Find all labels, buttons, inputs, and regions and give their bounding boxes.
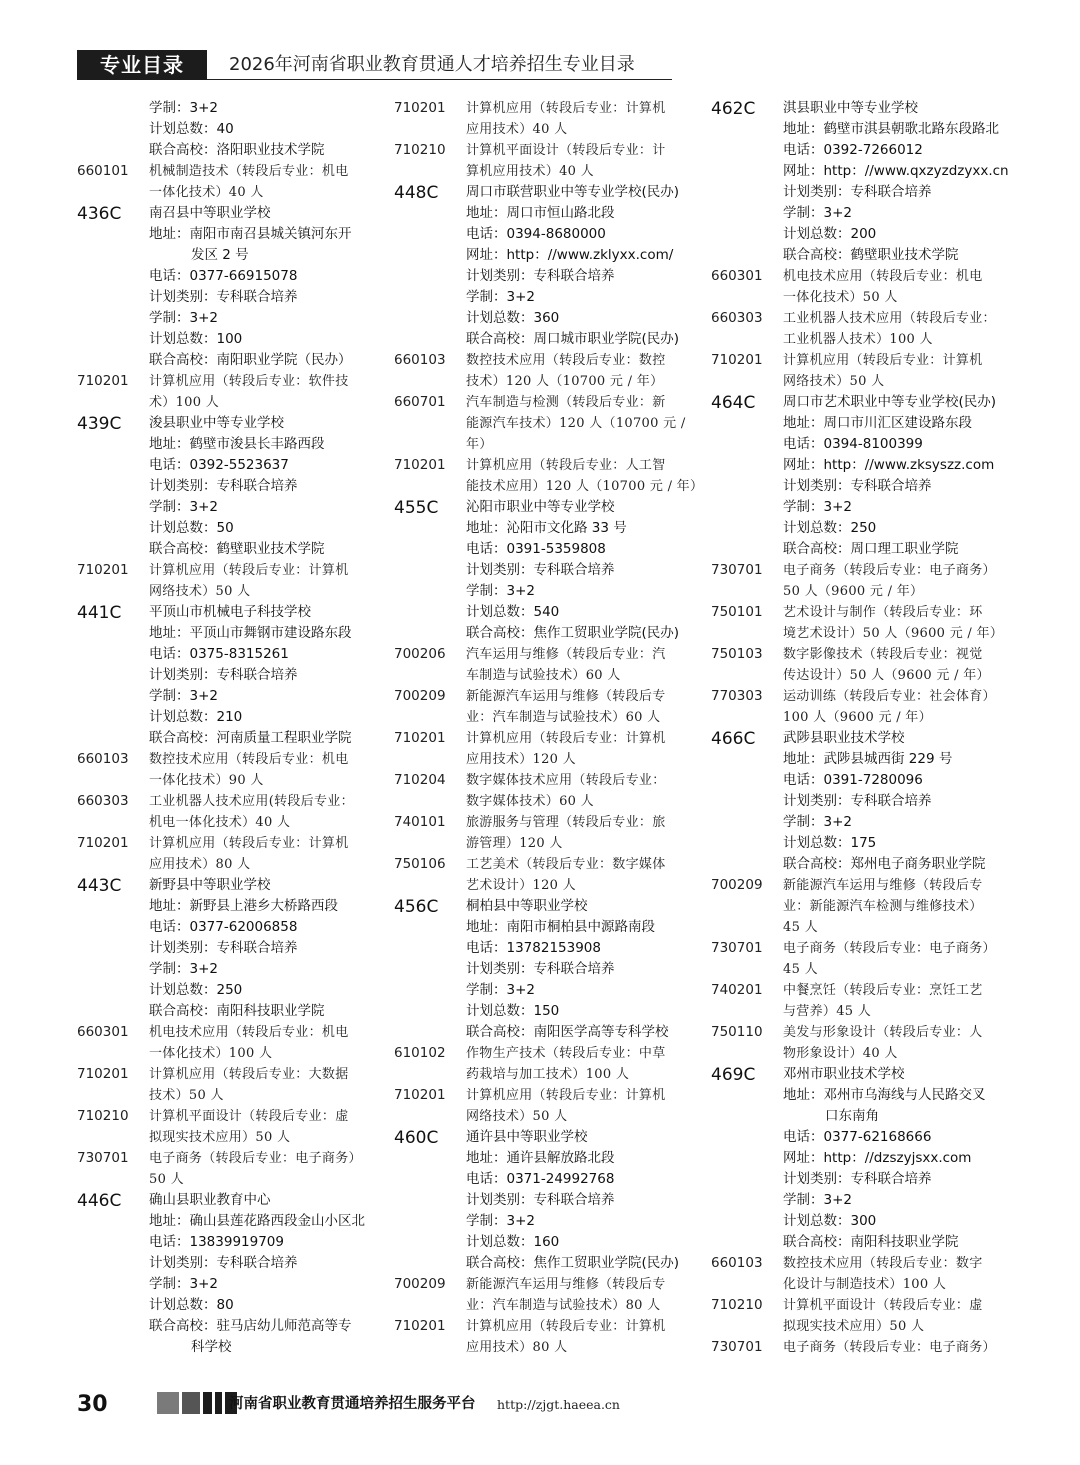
school-detail-line: 联合高校：焦作工贸职业学院(民办) — [466, 625, 680, 641]
major-detail-line: 业：新能源汽车检测与维修技术） — [783, 899, 983, 914]
school-detail-line: 联合高校：鹤壁职业技术学院 — [783, 247, 959, 263]
school-detail-line: 计划总数：300 — [783, 1213, 877, 1229]
major-entry — [711, 266, 1011, 308]
major-detail-line: 电子商务（转段后专业：电子商务） — [149, 1151, 362, 1166]
school-detail-line: 电话：0394-8100399 — [783, 436, 923, 452]
school-detail-line: 计划类别：专科联合培养 — [466, 562, 615, 578]
major-code: 700209 — [711, 877, 763, 893]
major-detail-line: 能源汽车技术）120 人（10700 元 / — [466, 416, 686, 431]
school-detail-line: 学制：3+2 — [783, 814, 852, 830]
school-detail-line: 计划类别：专科联合培养 — [149, 667, 298, 683]
major-detail-line: 机电技术应用（转段后专业：机电 — [149, 1025, 349, 1040]
school-detail-line: 地址：平顶山市舞钢市建设路东段 — [149, 625, 352, 641]
school-name: 周口市艺术职业中等专业学校(民办) — [783, 394, 997, 410]
major-detail-line: 中餐烹饪（转段后专业：烹饪工艺 — [783, 983, 983, 998]
major-detail-line: 与营养）45 人 — [783, 1004, 872, 1019]
school-code: 460C — [394, 1128, 439, 1148]
school-detail-line: 计划类别：专科联合培养 — [149, 940, 298, 956]
school-detail-line: 地址：通许县解放路北段 — [466, 1150, 615, 1166]
school-detail-line: 地址：南阳市桐柏县中源路南段 — [466, 919, 655, 935]
major-detail-line: 新能源汽车运用与维修（转段后专 — [466, 689, 666, 704]
school-detail-line: 联合高校：南阳科技职业学院 — [783, 1234, 959, 1250]
school-detail-line: 电话：0391-5359808 — [466, 541, 606, 557]
major-code: 710204 — [394, 772, 446, 788]
school-entry — [77, 875, 377, 1022]
major-entry — [394, 1316, 694, 1358]
major-code: 730701 — [711, 562, 763, 578]
school-detail-line: 地址：周口市恒山路北段 — [466, 205, 615, 221]
major-entry — [394, 770, 694, 812]
major-entry — [394, 140, 694, 182]
major-entry — [394, 1043, 694, 1085]
school-detail-line: 计划类别：专科联合培养 — [783, 184, 932, 200]
major-detail-line: 工业机器人技术应用（转段后专业： — [783, 311, 996, 326]
school-detail-line: 地址：确山县莲花路西段金山小区北 — [149, 1213, 365, 1229]
major-code: 710201 — [394, 457, 446, 473]
major-code: 660101 — [77, 163, 129, 179]
major-code: 660701 — [394, 394, 446, 410]
school-detail-line: 联合高校：驻马店幼儿师范高等专 — [149, 1318, 352, 1334]
platform-url[interactable]: http://zjgt.haeea.cn — [497, 1397, 620, 1412]
school-detail-line: 电话：0394-8680000 — [466, 226, 606, 242]
school-name: 南召县中等职业学校 — [149, 205, 271, 221]
major-detail-line: 作物生产技术（转段后专业：中草 — [466, 1046, 666, 1061]
major-code: 730701 — [711, 1339, 763, 1355]
major-entry — [77, 791, 377, 833]
major-detail-line: 应用技术）80 人 — [149, 857, 251, 872]
column-2 — [394, 98, 704, 1358]
major-code: 700209 — [394, 688, 446, 704]
school-detail-line: 电话：0392-7266012 — [783, 142, 923, 158]
school-detail-line: 计划总数：40 — [149, 121, 234, 137]
major-detail-line: 50 人 — [149, 1172, 184, 1187]
major-detail-line: 计算机应用（转段后专业：软件技 — [149, 374, 349, 389]
school-detail-line: 计划总数：150 — [466, 1003, 560, 1019]
major-detail-line: 计算机平面设计（转段后专业：虚 — [149, 1109, 349, 1124]
school-name: 邓州市职业技术学校 — [783, 1066, 905, 1082]
major-code: 660301 — [77, 1024, 129, 1040]
major-code: 770303 — [711, 688, 763, 704]
school-detail-line: 网址：http：//dzszyjsxx.com — [783, 1150, 972, 1166]
major-detail-line: 网络技术）50 人 — [149, 584, 251, 599]
school-detail-line: 学制：3+2 — [149, 688, 218, 704]
major-entry — [711, 1022, 1011, 1064]
major-code: 660303 — [711, 310, 763, 326]
major-code: 660103 — [711, 1255, 763, 1271]
school-detail-line: 计划类别：专科联合培养 — [149, 1255, 298, 1271]
school-detail-line: 计划总数：175 — [783, 835, 877, 851]
school-code: 436C — [77, 204, 122, 224]
major-detail-line: 应用技术）80 人 — [466, 1340, 568, 1355]
major-detail-line: 一体化技术）100 人 — [149, 1046, 273, 1061]
school-detail-line: 电话：0377-62168666 — [783, 1129, 932, 1145]
school-detail-line: 学制：3+2 — [783, 205, 852, 221]
school-entry — [77, 203, 377, 371]
major-entry — [394, 1274, 694, 1316]
major-code: 740201 — [711, 982, 763, 998]
school-code: 469C — [711, 1065, 756, 1085]
major-entry — [77, 1064, 377, 1106]
major-detail-line: 算机应用技术）40 人 — [466, 164, 594, 179]
school-detail-line: 计划类别：专科联合培养 — [466, 1192, 615, 1208]
major-detail-line: 电子商务（转段后专业：电子商务） — [783, 941, 996, 956]
school-detail-line: 学制：3+2 — [149, 310, 218, 326]
column-3 — [711, 98, 1011, 1358]
major-entry — [394, 812, 694, 854]
school-detail-line: 学制：3+2 — [149, 499, 218, 515]
major-detail-line: 数控技术应用（转段后专业：数字 — [783, 1256, 983, 1271]
major-code: 700206 — [394, 646, 446, 662]
school-detail-line: 计划类别：专科联合培养 — [149, 289, 298, 305]
major-detail-line: 一体化技术）90 人 — [149, 773, 264, 788]
school-detail-line: 联合高校：鹤壁职业技术学院 — [149, 541, 325, 557]
school-detail-line: 计划总数：360 — [466, 310, 560, 326]
major-code: 710201 — [77, 373, 129, 389]
column-1 — [77, 98, 377, 1358]
school-entry — [77, 413, 377, 560]
school-entry — [77, 602, 377, 749]
major-code: 700209 — [394, 1276, 446, 1292]
major-detail-line: 工业机器人技术应用(转段后专业： — [149, 794, 354, 809]
major-detail-line: 传达设计）50 人（9600 元 / 年） — [783, 668, 990, 683]
school-name: 浚县职业中等专业学校 — [149, 415, 284, 431]
school-detail-line: 联合高校：南阳医学高等专科学校 — [466, 1024, 669, 1040]
school-entry — [711, 98, 1011, 266]
school-detail-line: 计划类别：专科联合培养 — [783, 478, 932, 494]
major-code: 660103 — [394, 352, 446, 368]
major-detail-line: 工业机器人技术）100 人 — [783, 332, 933, 347]
major-code: 750110 — [711, 1024, 763, 1040]
major-entry — [394, 98, 694, 140]
major-entry — [394, 1085, 694, 1127]
major-entry — [711, 560, 1011, 602]
major-entry — [77, 371, 377, 413]
header-rule — [207, 79, 672, 80]
major-entry — [394, 350, 694, 392]
school-code: 443C — [77, 876, 122, 896]
school-entry — [394, 497, 694, 644]
major-detail-line: 艺术设计）120 人 — [466, 878, 576, 893]
major-entry — [394, 455, 704, 497]
school-detail-line: 联合高校：南阳职业学院（民办） — [149, 352, 352, 368]
school-detail-line: 电话：0375-8315261 — [149, 646, 289, 662]
major-detail-line: 数字影像技术（转段后专业：视觉 — [783, 647, 983, 662]
major-entry — [394, 392, 694, 455]
major-entry — [77, 161, 377, 203]
major-detail-line: 药栽培与加工技术）100 人 — [466, 1067, 630, 1082]
school-code: 439C — [77, 414, 122, 434]
major-code: 750101 — [711, 604, 763, 620]
section-badge: 专业目录 — [77, 50, 207, 80]
school-detail-line: 地址：邓州市乌海线与人民路交叉 — [783, 1087, 986, 1103]
major-entry — [77, 1022, 377, 1064]
major-code: 710201 — [77, 1066, 129, 1082]
school-detail-line: 电话：0371-24992768 — [466, 1171, 615, 1187]
school-name: 武陟县职业技术学校 — [783, 730, 905, 746]
school-detail-line: 计划总数：250 — [783, 520, 877, 536]
school-entry — [394, 1127, 694, 1274]
major-entry — [711, 1253, 1011, 1295]
school-detail-line: 学制：3+2 — [466, 289, 535, 305]
school-name: 通许县中等职业学校 — [466, 1129, 588, 1145]
major-detail-line: 业：汽车制造与试验技术）60 人 — [466, 710, 661, 725]
school-detail-line: 学制：3+2 — [466, 583, 535, 599]
school-detail-line: 电话：13782153908 — [466, 940, 601, 956]
major-entry — [394, 686, 694, 728]
major-entry — [711, 644, 1011, 686]
major-entry — [711, 1295, 1011, 1337]
school-code: 464C — [711, 393, 756, 413]
major-detail-line: 技术）50 人 — [149, 1088, 224, 1103]
school-detail-line: 地址：南阳市南召县城关镇河东开 — [149, 226, 352, 242]
school-code: 466C — [711, 729, 756, 749]
major-code: 710210 — [711, 1297, 763, 1313]
major-detail-line: 计算机应用（转段后专业：计算机 — [466, 731, 666, 746]
school-detail-line: 计划总数：160 — [466, 1234, 560, 1250]
major-detail-line: 计算机应用（转段后专业：计算机 — [466, 101, 666, 116]
major-entry — [711, 602, 1011, 644]
major-code: 750106 — [394, 856, 446, 872]
school-name: 淇县职业中等专业学校 — [783, 100, 918, 116]
major-entry — [394, 644, 694, 686]
major-code: 660303 — [77, 793, 129, 809]
school-detail-line: 学制：3+2 — [783, 1192, 852, 1208]
school-code: 456C — [394, 897, 439, 917]
school-name: 周口市联营职业中等专业学校(民办) — [466, 184, 680, 200]
major-detail-line: 计算机平面设计（转段后专业：计 — [466, 143, 666, 158]
school-name: 沁阳市职业中等专业学校 — [466, 499, 615, 515]
school-detail-line: 电话：0377-62006858 — [149, 919, 298, 935]
major-detail-line: 美发与形象设计（转段后专业：人 — [783, 1025, 983, 1040]
school-detail-line: 地址：新野县上港乡大桥路西段 — [149, 898, 338, 914]
major-detail-line: 45 人 — [783, 962, 818, 977]
footer-bars-decoration — [157, 1392, 240, 1414]
major-entry — [77, 1106, 377, 1148]
page-header — [77, 47, 672, 81]
major-detail-line: 运动训练（转段后专业：社会体育） — [783, 689, 996, 704]
major-entry — [394, 854, 694, 896]
school-detail-line: 学制：3+2 — [149, 1276, 218, 1292]
major-detail-line: 机电技术应用（转段后专业：机电 — [783, 269, 983, 284]
major-detail-line: 一体化技术）40 人 — [149, 185, 264, 200]
school-detail-line: 地址：周口市川汇区建设路东段 — [783, 415, 972, 431]
major-detail-line: 计算机应用（转段后专业：计算机 — [466, 1319, 666, 1334]
school-name: 桐柏县中等职业学校 — [466, 898, 588, 914]
major-detail-line: 艺术设计与制作（转段后专业：环 — [783, 605, 983, 620]
major-detail-line: 数控技术应用（转段后专业：数控 — [466, 353, 666, 368]
major-code: 710210 — [77, 1108, 129, 1124]
school-detail-line: 计划类别：专科联合培养 — [783, 793, 932, 809]
school-detail-line: 计划总数：50 — [149, 520, 234, 536]
major-code: 710201 — [77, 835, 129, 851]
major-detail-line: 计算机应用（转段后专业：人工智 — [466, 458, 666, 473]
school-code: 455C — [394, 498, 439, 518]
major-detail-line: 数字媒体技术）60 人 — [466, 794, 594, 809]
school-detail-line: 网址：http：//www.zksyszz.com — [783, 457, 995, 473]
major-detail-line: 45 人 — [783, 920, 818, 935]
major-detail-line: 机电一体化技术）40 人 — [149, 815, 291, 830]
major-detail-line: 计算机应用（转段后专业：计算机 — [783, 353, 983, 368]
school-detail-line: 学制：3+2 — [783, 499, 852, 515]
school-detail-line: 计划总数：80 — [149, 1297, 234, 1313]
major-detail-line: 应用技术）40 人 — [466, 122, 568, 137]
school-detail-line: 口东南角 — [825, 1108, 879, 1124]
school-name: 确山县职业教育中心 — [149, 1192, 271, 1208]
major-detail-line: 应用技术）120 人 — [466, 752, 576, 767]
major-entry — [711, 350, 1011, 392]
school-detail-line: 计划总数：250 — [149, 982, 243, 998]
major-entry — [711, 875, 1011, 938]
school-detail-line: 电话：0391-7280096 — [783, 772, 923, 788]
major-detail-line: 新能源汽车运用与维修（转段后专 — [783, 878, 983, 893]
school-name: 学制：3+2 — [149, 100, 218, 116]
major-code: 660103 — [77, 751, 129, 767]
major-code: 710201 — [394, 100, 446, 116]
school-detail-line: 计划类别：专科联合培养 — [149, 478, 298, 494]
school-detail-line: 计划总数：210 — [149, 709, 243, 725]
major-code: 710201 — [394, 730, 446, 746]
school-detail-line: 电话：0392-5523637 — [149, 457, 289, 473]
major-detail-line: 汽车运用与维修（转段后专业：汽 — [466, 647, 666, 662]
major-entry — [77, 833, 377, 875]
major-detail-line: 一体化技术）50 人 — [783, 290, 898, 305]
major-detail-line: 业：汽车制造与试验技术）80 人 — [466, 1298, 661, 1313]
page-number: 30 — [77, 1392, 108, 1417]
school-detail-line: 学制：3+2 — [466, 1213, 535, 1229]
major-code: 730701 — [77, 1150, 129, 1166]
major-code: 740101 — [394, 814, 446, 830]
major-detail-line: 网络技术）50 人 — [466, 1109, 568, 1124]
school-entry — [394, 896, 694, 1043]
page-title: 2026年河南省职业教育贯通人才培养招生专业目录 — [229, 54, 635, 75]
major-code: 730701 — [711, 940, 763, 956]
major-detail-line: 计算机应用（转段后专业：大数据 — [149, 1067, 349, 1082]
major-detail-line: 电子商务（转段后专业：电子商务） — [783, 563, 996, 578]
major-detail-line: 能技术应用）120 人（10700 元 / 年） — [466, 479, 704, 494]
major-code: 610102 — [394, 1045, 446, 1061]
major-detail-line: 网络技术）50 人 — [783, 374, 885, 389]
major-entry — [711, 980, 1011, 1022]
school-detail-line: 联合高校：洛阳职业技术学院 — [149, 142, 325, 158]
major-entry — [711, 1337, 1011, 1358]
school-detail-line: 计划总数：200 — [783, 226, 877, 242]
major-code: 710201 — [711, 352, 763, 368]
major-detail-line: 数字媒体技术应用（转段后专业： — [466, 773, 666, 788]
school-detail-line: 学制：3+2 — [149, 961, 218, 977]
major-detail-line: 拟现实技术应用）50 人 — [149, 1130, 291, 1145]
school-detail-line: 联合高校：周口城市职业学院(民办) — [466, 331, 680, 347]
major-entry — [77, 560, 377, 602]
major-detail-line: 计算机应用（转段后专业：计算机 — [149, 563, 349, 578]
school-entry — [711, 392, 1011, 560]
major-detail-line: 境艺术设计）50 人（9600 元 / 年） — [783, 626, 1004, 641]
school-detail-line: 网址：http：//www.zklyxx.com/ — [466, 247, 674, 263]
school-detail-line: 地址：武陟县城西街 229 号 — [783, 751, 953, 767]
school-code: 462C — [711, 99, 756, 119]
major-detail-line: 术）100 人 — [149, 395, 220, 410]
school-detail-line: 联合高校：焦作工贸职业学院(民办) — [466, 1255, 680, 1271]
major-detail-line: 计算机平面设计（转段后专业：虚 — [783, 1298, 983, 1313]
major-entry — [711, 308, 1011, 350]
major-code: 750103 — [711, 646, 763, 662]
major-detail-line: 物形象设计）40 人 — [783, 1046, 898, 1061]
school-detail-line: 地址：沁阳市文化路 33 号 — [466, 520, 627, 536]
school-detail-line: 计划总数：540 — [466, 604, 560, 620]
major-detail-line: 电子商务（转段后专业：电子商务） — [783, 1340, 996, 1355]
school-detail-line: 电话：0377-66915078 — [149, 268, 298, 284]
major-detail-line: 游管理）120 人 — [466, 836, 563, 851]
major-detail-line: 计算机应用（转段后专业：计算机 — [466, 1088, 666, 1103]
school-entry — [711, 728, 1011, 875]
school-detail-line: 科学校 — [191, 1339, 232, 1355]
major-detail-line: 技术）120 人（10700 元 / 年） — [466, 374, 664, 389]
school-detail-line: 计划类别：专科联合培养 — [466, 268, 615, 284]
school-detail-line: 发区 2 号 — [191, 247, 249, 263]
major-entry — [711, 938, 1011, 980]
school-entry — [77, 98, 377, 161]
major-code: 710201 — [394, 1318, 446, 1334]
school-detail-line: 地址：鹤壁市浚县长丰路西段 — [149, 436, 325, 452]
major-entry — [77, 749, 377, 791]
school-detail-line: 联合高校：南阳科技职业学院 — [149, 1003, 325, 1019]
school-detail-line: 联合高校：河南质量工程职业学院 — [149, 730, 352, 746]
school-detail-line: 电话：13839919709 — [149, 1234, 284, 1250]
major-detail-line: 年） — [466, 437, 493, 452]
major-detail-line: 计算机应用（转段后专业：计算机 — [149, 836, 349, 851]
school-detail-line: 网址：http：//www.qxzyzdzyxx.cn — [783, 163, 1009, 179]
major-code: 710210 — [394, 142, 446, 158]
school-detail-line: 联合高校：周口理工职业学院 — [783, 541, 959, 557]
school-entry — [394, 182, 694, 350]
major-code: 710201 — [77, 562, 129, 578]
major-detail-line: 拟现实技术应用）50 人 — [783, 1319, 925, 1334]
major-detail-line: 100 人（9600 元 / 年） — [783, 710, 932, 725]
major-entry — [77, 1148, 377, 1190]
school-detail-line: 地址：鹤壁市淇县朝歌北路东段路北 — [783, 121, 999, 137]
major-code: 660301 — [711, 268, 763, 284]
major-detail-line: 旅游服务与管理（转段后专业：旅 — [466, 815, 666, 830]
major-entry — [394, 728, 694, 770]
major-code: 710201 — [394, 1087, 446, 1103]
school-entry — [77, 1190, 377, 1358]
school-code: 441C — [77, 603, 122, 623]
school-name: 平顶山市机械电子科技学校 — [149, 604, 311, 620]
major-detail-line: 新能源汽车运用与维修（转段后专 — [466, 1277, 666, 1292]
school-detail-line: 联合高校：郑州电子商务职业学院 — [783, 856, 986, 872]
page-footer — [77, 1390, 1012, 1420]
major-detail-line: 车制造与试验技术）60 人 — [466, 668, 621, 683]
school-detail-line: 计划类别：专科联合培养 — [783, 1171, 932, 1187]
major-detail-line: 工艺美术（转段后专业：数字媒体 — [466, 857, 666, 872]
major-detail-line: 机械制造技术（转段后专业：机电 — [149, 164, 349, 179]
major-entry — [711, 686, 1011, 728]
school-code: 448C — [394, 183, 439, 203]
school-name: 新野县中等职业学校 — [149, 877, 271, 893]
major-detail-line: 汽车制造与检测（转段后专业：新 — [466, 395, 666, 410]
school-code: 446C — [77, 1191, 122, 1211]
platform-name: 河南省职业教育贯通培养招生服务平台 — [229, 1395, 476, 1412]
major-detail-line: 50 人（9600 元 / 年） — [783, 584, 924, 599]
school-detail-line: 计划总数：100 — [149, 331, 243, 347]
major-detail-line: 数控技术应用（转段后专业：机电 — [149, 752, 349, 767]
school-detail-line: 学制：3+2 — [466, 982, 535, 998]
school-entry — [711, 1064, 1011, 1253]
school-detail-line: 计划类别：专科联合培养 — [466, 961, 615, 977]
major-detail-line: 化设计与制造技术）100 人 — [783, 1277, 947, 1292]
